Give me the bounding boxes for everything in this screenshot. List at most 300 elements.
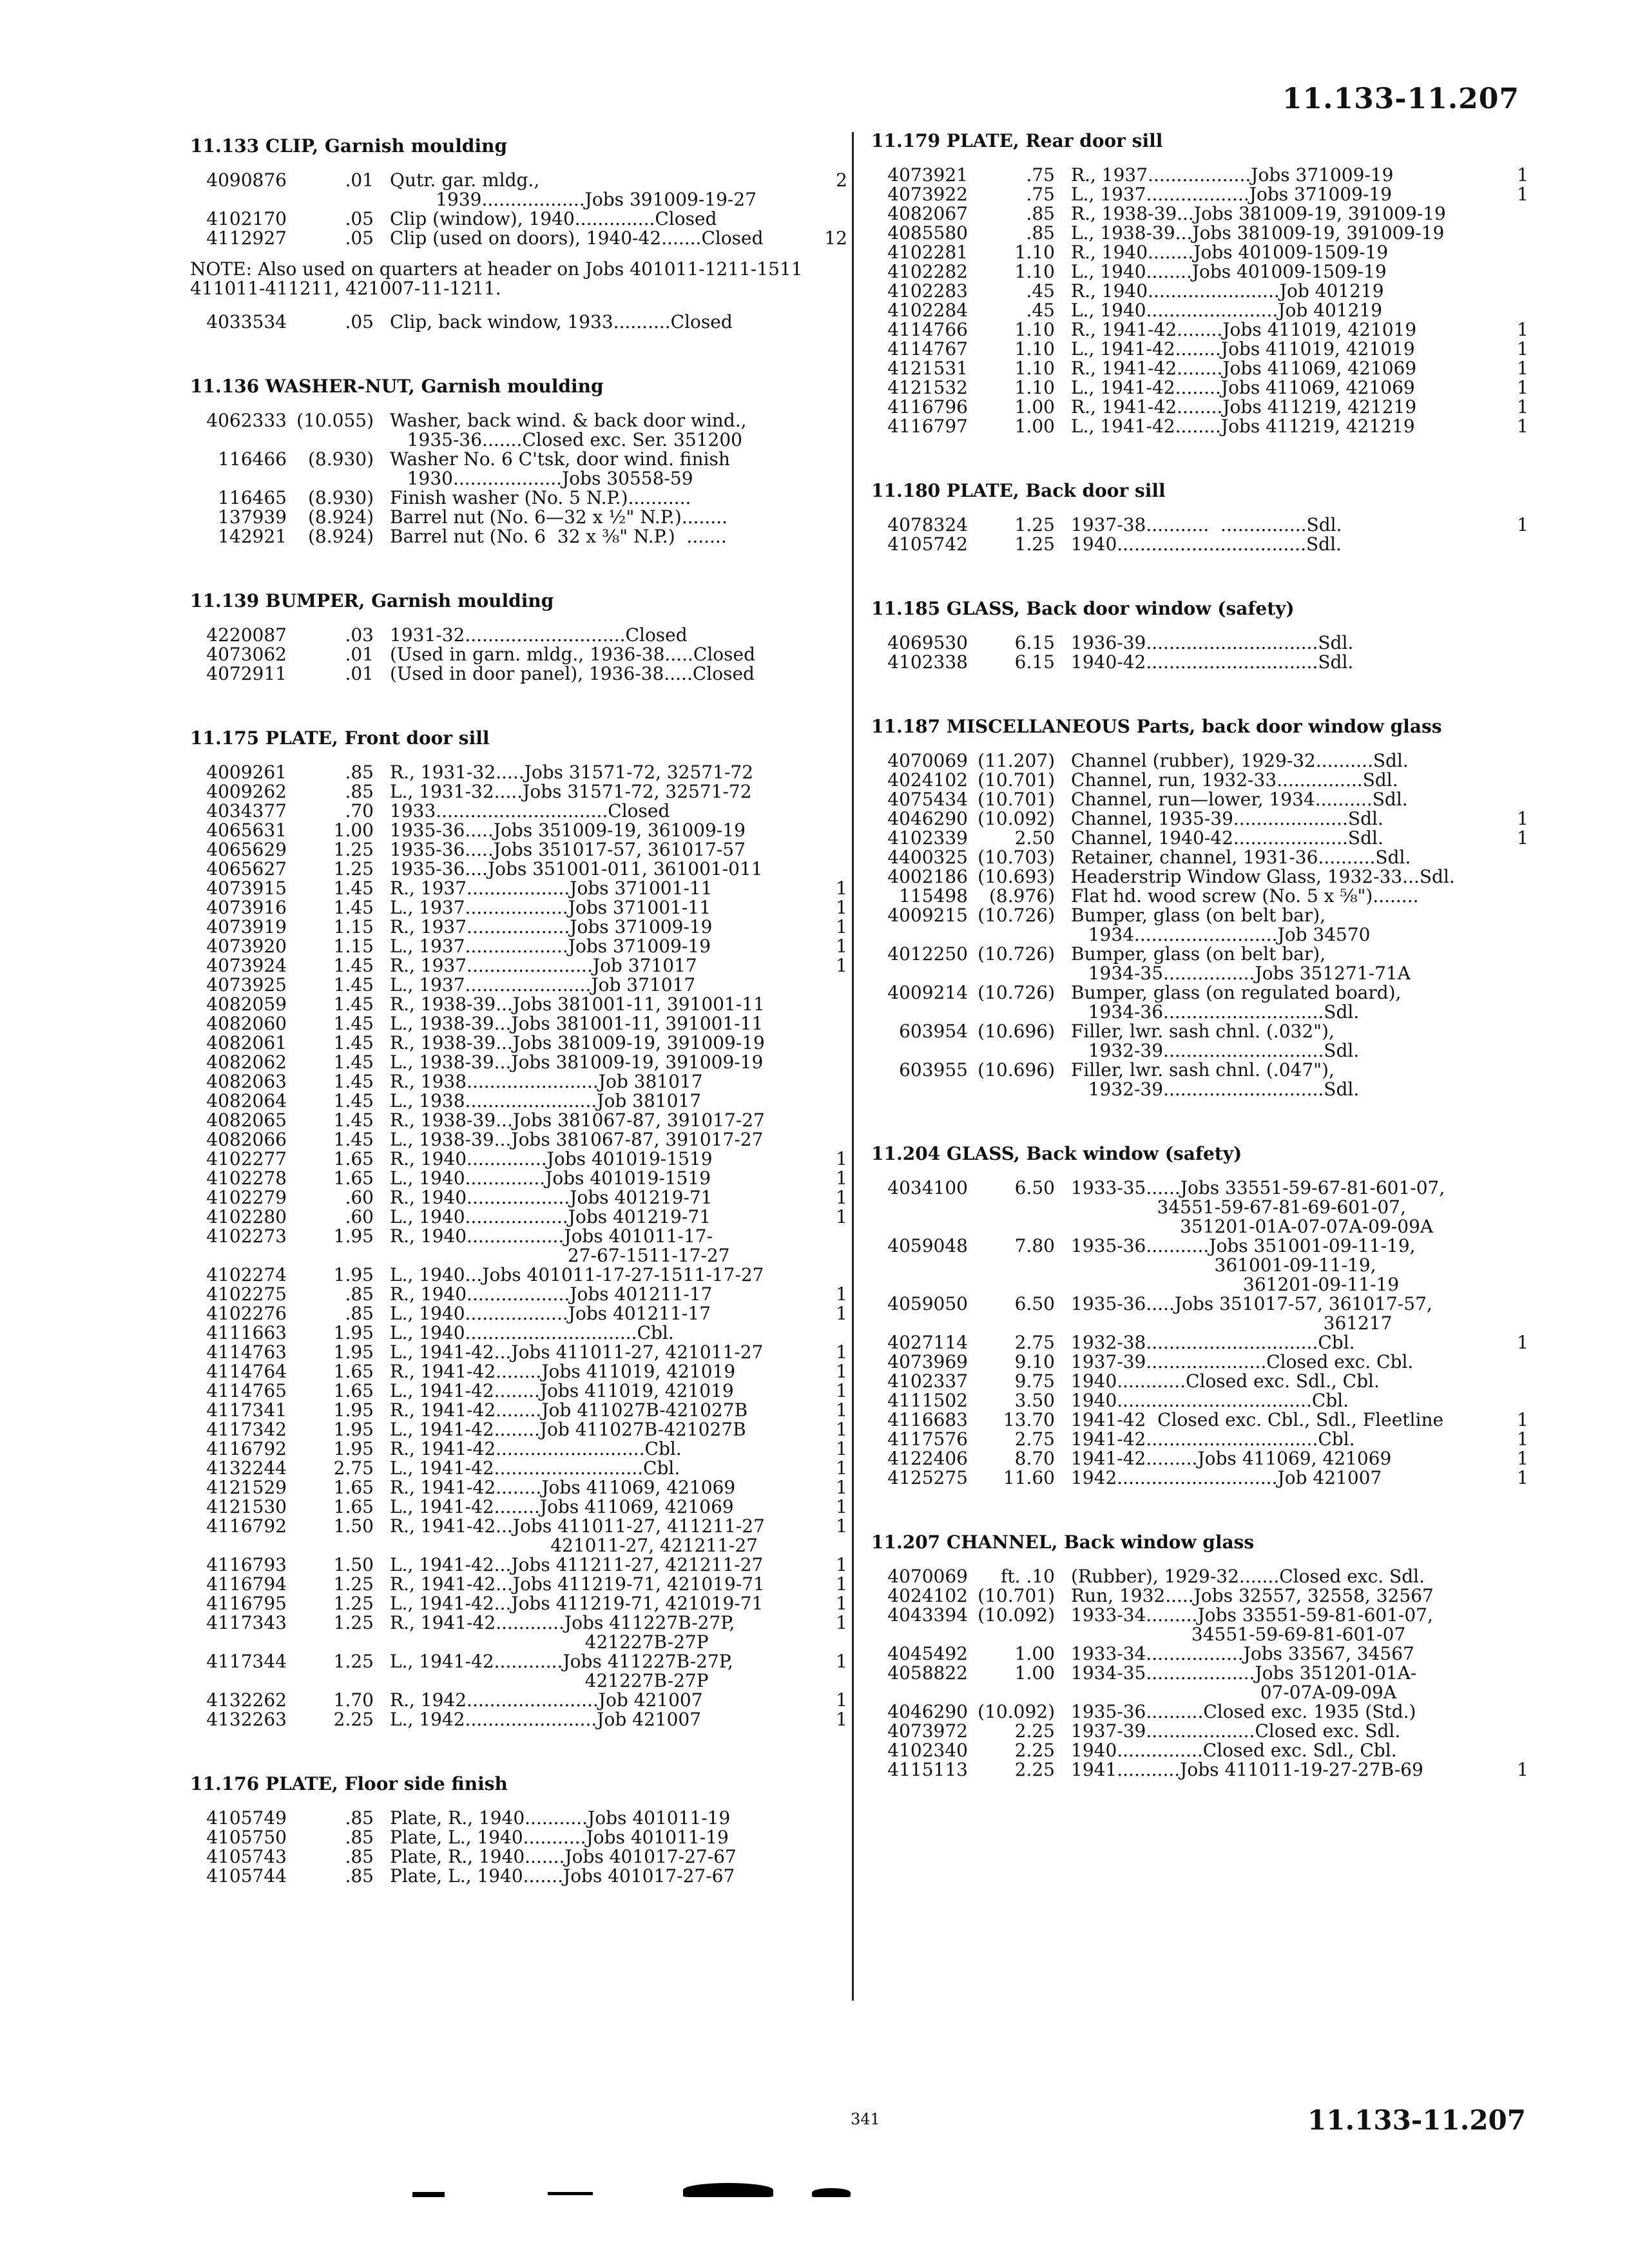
section xyxy=(190,1773,847,1886)
section-title: 11.179 PLATE, Rear door sill xyxy=(871,130,1163,151)
price: 1.45 xyxy=(333,1090,374,1111)
price: (10.726) xyxy=(978,905,1055,926)
price: 8.70 xyxy=(1014,1448,1055,1469)
description: L., 1938-39...Jobs 381001-11, 391001-11 xyxy=(390,1013,764,1034)
description: L., 1940..............................Cbl. xyxy=(390,1322,674,1343)
quantity: 1 xyxy=(836,897,847,918)
price: 1.95 xyxy=(333,1438,374,1459)
table-row xyxy=(190,898,847,918)
price: 1.25 xyxy=(333,1651,374,1672)
part-number: 4114765 xyxy=(206,1380,287,1401)
part-number: 4082067 xyxy=(887,203,968,224)
price: 2.50 xyxy=(1014,827,1055,849)
price: .85 xyxy=(345,1283,374,1305)
price: 6.15 xyxy=(1014,651,1055,673)
part-number: 4121530 xyxy=(206,1496,287,1517)
table-row xyxy=(190,821,847,840)
price: (10.726) xyxy=(978,982,1055,1003)
price: 2.25 xyxy=(333,1709,374,1730)
quantity: 1 xyxy=(1517,319,1528,340)
quantity: 1 xyxy=(1517,827,1528,849)
description: L., 1940..............Jobs 401019-1519 xyxy=(390,1168,711,1189)
description: 1935-36...........Jobs 351001-09-11-19, 361001-09-11-19, 361201-09-11-19 xyxy=(1071,1235,1416,1295)
description: L., 1941-42........Jobs 411219, 421219 xyxy=(1071,416,1415,437)
section xyxy=(871,716,1528,1099)
price: .05 xyxy=(345,311,374,332)
table-row xyxy=(190,1555,847,1575)
description: L., 1941-42...Jobs 411211-27, 421211-27 xyxy=(390,1554,764,1575)
price: 1.95 xyxy=(333,1225,374,1247)
price: (8.924) xyxy=(307,506,374,528)
table-row xyxy=(190,840,847,860)
table-row xyxy=(871,243,1528,262)
quantity: 1 xyxy=(1517,1448,1528,1469)
table-row xyxy=(871,867,1528,887)
part-number: 4111502 xyxy=(887,1390,968,1411)
price: 1.70 xyxy=(333,1689,374,1711)
table-row xyxy=(190,645,847,664)
description: R., 1938-39...Jobs 381001-11, 391001-11 xyxy=(390,994,765,1015)
description: 1934-35...................Jobs 351201-01A- 07-07A-09-09A xyxy=(1071,1662,1417,1703)
part-number: 4070069 xyxy=(887,1566,968,1587)
price: (10.055) xyxy=(296,410,374,431)
quantity: 1 xyxy=(836,1496,847,1517)
part-number: 4046290 xyxy=(887,808,968,829)
description: Plate, R., 1940.......Jobs 401017-27-67 xyxy=(390,1846,737,1867)
table-row xyxy=(871,1644,1528,1664)
price: 2.25 xyxy=(1014,1740,1055,1761)
price: .85 xyxy=(345,762,374,783)
description: Barrel nut (No. 6—32 x ½" N.P.)........ xyxy=(390,506,728,528)
description: 1935-36.....Jobs 351017-57, 361017-57 xyxy=(390,839,746,860)
description: 1940.................................Sdl. xyxy=(1071,533,1342,555)
table-row xyxy=(871,790,1528,809)
part-number: 4114767 xyxy=(887,338,968,360)
quantity: 1 xyxy=(836,1457,847,1479)
page-range-footer: 11.133-11.207 xyxy=(1307,2104,1526,2136)
price: 11.60 xyxy=(1003,1467,1055,1488)
part-number: 4102283 xyxy=(887,280,968,302)
price: (10.703) xyxy=(978,847,1055,868)
part-number: 4002186 xyxy=(887,866,968,887)
price: 1.50 xyxy=(333,1554,374,1575)
quantity: 1 xyxy=(836,1380,847,1401)
table-row xyxy=(871,1702,1528,1722)
price: 1.00 xyxy=(333,820,374,841)
description: L., 1937......................Job 371017 xyxy=(390,974,696,995)
quantity: 1 xyxy=(836,1689,847,1711)
scan-mark xyxy=(683,2183,773,2197)
price: (11.207) xyxy=(978,750,1055,771)
part-number: 4112927 xyxy=(206,227,287,249)
price: .85 xyxy=(1026,222,1055,244)
part-number: 4009214 xyxy=(887,982,968,1003)
table-row xyxy=(871,204,1528,224)
part-number: 4024102 xyxy=(887,769,968,791)
quantity: 1 xyxy=(836,878,847,899)
table-row xyxy=(190,1613,847,1652)
table-row xyxy=(190,1828,847,1847)
price: 1.00 xyxy=(1014,1662,1055,1684)
part-number: 4102337 xyxy=(887,1370,968,1392)
table-row xyxy=(190,1323,847,1343)
quantity: 1 xyxy=(1517,514,1528,535)
part-number: 4105744 xyxy=(206,1865,287,1887)
table-row xyxy=(871,1760,1528,1780)
table-row xyxy=(190,1111,847,1130)
description: R., 1941-42............Jobs 411227B-27P, 421227B-27P xyxy=(390,1612,735,1653)
price: 1.25 xyxy=(1014,514,1055,535)
note-text: NOTE: Also used on quarters at header on Jobs 401011-1211-1511 411011-411211, 421007-11-1211. xyxy=(190,258,803,299)
quantity: 1 xyxy=(836,1438,847,1459)
part-number: 4073920 xyxy=(206,936,287,957)
price: .01 xyxy=(345,169,374,191)
part-number: 4117344 xyxy=(206,1651,287,1672)
description: 1933..............................Closed xyxy=(390,800,670,822)
description: Qutr. gar. mldg., 1939..................Jobs 391009-19-27 xyxy=(390,169,757,210)
price: (10.092) xyxy=(978,808,1055,829)
part-number: 603954 xyxy=(899,1021,968,1042)
description: Plate, L., 1940...........Jobs 401011-19 xyxy=(390,1827,729,1848)
quantity: 1 xyxy=(1517,1428,1528,1450)
price: 2.25 xyxy=(1014,1720,1055,1742)
price: 9.10 xyxy=(1014,1351,1055,1372)
table-row xyxy=(190,1091,847,1111)
section-title: 11.176 PLATE, Floor side finish xyxy=(190,1773,508,1794)
price: .45 xyxy=(1026,280,1055,302)
part-number: 4046290 xyxy=(887,1701,968,1722)
table-row xyxy=(190,879,847,898)
part-number: 4073919 xyxy=(206,916,287,937)
price: .60 xyxy=(345,1206,374,1227)
price: 2.75 xyxy=(1014,1428,1055,1450)
table-row xyxy=(871,653,1528,672)
part-number: 4034377 xyxy=(206,800,287,822)
table-row xyxy=(190,1227,847,1265)
part-number: 4027114 xyxy=(887,1332,968,1353)
part-number: 4082061 xyxy=(206,1032,287,1053)
description: Channel, 1935-39....................Sdl. xyxy=(1071,808,1383,829)
table-row xyxy=(190,1362,847,1381)
description: 1941-42..............................Cbl. xyxy=(1071,1428,1355,1450)
part-number: 4132263 xyxy=(206,1709,287,1730)
price: .85 xyxy=(345,1303,374,1324)
table-row xyxy=(190,229,847,248)
description: Barrel nut (No. 6 32 x ⅜" N.P.) ....... xyxy=(390,526,727,547)
table-row xyxy=(871,945,1528,983)
table-row xyxy=(871,1391,1528,1410)
description: Clip (used on doors), 1940-42.......Closed xyxy=(390,227,764,249)
table-row xyxy=(190,171,847,209)
table-row xyxy=(871,1333,1528,1352)
part-number: 4062333 xyxy=(206,410,287,431)
part-number: 4082062 xyxy=(206,1052,287,1073)
section xyxy=(190,376,847,546)
description: 1935-36.....Jobs 351017-57, 361017-57, 361217 xyxy=(1071,1293,1432,1334)
price: 2.75 xyxy=(333,1457,374,1479)
description: L., 1941-42........Jobs 411069, 421069 xyxy=(390,1496,734,1517)
price: (8.930) xyxy=(307,448,374,470)
price: 1.65 xyxy=(333,1168,374,1189)
part-number: 4009262 xyxy=(206,781,287,802)
price: 1.25 xyxy=(333,858,374,879)
part-number: 4117342 xyxy=(206,1419,287,1440)
quantity: 1 xyxy=(1517,377,1528,398)
quantity: 1 xyxy=(836,1651,847,1672)
section-title: 11.136 WASHER-NUT, Garnish moulding xyxy=(190,376,604,397)
part-number: 4102282 xyxy=(887,261,968,282)
table-row xyxy=(871,1410,1528,1430)
price: (10.696) xyxy=(978,1021,1055,1042)
section-title: 11.204 GLASS, Back window (safety) xyxy=(871,1143,1242,1164)
quantity: 1 xyxy=(836,1303,847,1324)
description: L., 1941-42...Jobs 411011-27, 421011-27 xyxy=(390,1341,764,1363)
price: 2.25 xyxy=(1014,1759,1055,1780)
part-number: 4116796 xyxy=(887,396,968,418)
section-title: 11.133 CLIP, Garnish moulding xyxy=(190,135,508,157)
table-row xyxy=(871,185,1528,204)
page-range-header: 11.133-11.207 xyxy=(1282,82,1519,115)
part-number: 137939 xyxy=(218,506,287,528)
part-number: 4102170 xyxy=(206,208,287,229)
table-row xyxy=(190,1033,847,1053)
table-row xyxy=(871,1430,1528,1449)
description: 1940............Closed exc. Sdl., Cbl. xyxy=(1071,1370,1380,1392)
part-number: 4073062 xyxy=(206,644,287,665)
description: R., 1938.......................Job 381017 xyxy=(390,1071,703,1092)
price: (10.092) xyxy=(978,1701,1055,1722)
description: Plate, L., 1940.......Jobs 401017-27-67 xyxy=(390,1865,735,1887)
description: R., 1931-32.....Jobs 31571-72, 32571-72 xyxy=(390,762,754,783)
table-row xyxy=(871,1567,1528,1586)
description: 1931-32............................Closed xyxy=(390,624,688,646)
part-number: 4117343 xyxy=(206,1612,287,1633)
table-row xyxy=(871,983,1528,1022)
price: (10.693) xyxy=(978,866,1055,887)
part-number: 4009261 xyxy=(206,762,287,783)
description: L., 1941-42........Job 411027B-421027B xyxy=(390,1419,746,1440)
table-row xyxy=(871,515,1528,535)
price: (10.701) xyxy=(978,789,1055,810)
table-row xyxy=(871,1468,1528,1488)
price: 1.95 xyxy=(333,1264,374,1285)
section-title: 11.180 PLATE, Back door sill xyxy=(871,480,1166,501)
table-row xyxy=(190,1381,847,1401)
price: 9.75 xyxy=(1014,1370,1055,1392)
table-row xyxy=(190,1497,847,1517)
part-number: 4065627 xyxy=(206,858,287,879)
table-row xyxy=(190,508,847,527)
table-row xyxy=(871,848,1528,867)
table-row xyxy=(190,995,847,1014)
table-row xyxy=(190,1149,847,1169)
part-number: 4116794 xyxy=(206,1573,287,1595)
table-row xyxy=(190,1420,847,1439)
table-row xyxy=(871,1741,1528,1760)
section-title: 11.187 MISCELLANEOUS Parts, back door window glass xyxy=(871,716,1442,737)
table-row xyxy=(871,1722,1528,1741)
description: 1935-36....Jobs 351001-011, 361001-011 xyxy=(390,858,763,879)
part-number: 603955 xyxy=(899,1059,968,1081)
price: 1.50 xyxy=(333,1515,374,1537)
section xyxy=(871,1143,1528,1488)
table-row xyxy=(871,829,1528,848)
description: 1932-38..............................Cbl. xyxy=(1071,1332,1355,1353)
section xyxy=(871,598,1528,672)
part-number: 4102279 xyxy=(206,1187,287,1208)
quantity: 1 xyxy=(836,1477,847,1498)
table-row xyxy=(871,1236,1528,1294)
description: 1935-36..........Closed exc. 1935 (Std.) xyxy=(1071,1701,1416,1722)
table-row xyxy=(871,1178,1528,1236)
part-number: 4058822 xyxy=(887,1662,968,1684)
price: .05 xyxy=(345,208,374,229)
part-number: 4075434 xyxy=(887,789,968,810)
description: L., 1940........Jobs 401009-1509-19 xyxy=(1071,261,1387,282)
price: 1.95 xyxy=(333,1322,374,1343)
part-number: 4102284 xyxy=(887,300,968,321)
description: R., 1938-39...Jobs 381009-19, 391009-19 xyxy=(1071,203,1446,224)
description: R., 1940.................Jobs 401011-17- 27-67-1511-17-27 xyxy=(390,1225,730,1266)
price: (8.930) xyxy=(307,487,374,508)
price: 13.70 xyxy=(1003,1409,1055,1430)
part-number: 4073922 xyxy=(887,184,968,205)
description: Bumper, glass (on regulated board), 1934-36............................Sdl. xyxy=(1071,982,1402,1023)
part-number: 4102281 xyxy=(887,242,968,263)
price: 3.50 xyxy=(1014,1390,1055,1411)
description: 1937-39.....................Closed exc. Cbl. xyxy=(1071,1351,1414,1372)
table-row xyxy=(871,1664,1528,1702)
quantity: 1 xyxy=(1517,1332,1528,1353)
price: 1.10 xyxy=(1014,358,1055,379)
part-number: 4090876 xyxy=(206,169,287,191)
price: 7.80 xyxy=(1014,1235,1055,1256)
table-row xyxy=(190,488,847,508)
part-number: 4034100 xyxy=(887,1177,968,1198)
description: R., 1940..............Jobs 401019-1519 xyxy=(390,1148,713,1169)
description: R., 1942.......................Job 421007 xyxy=(390,1689,703,1711)
part-number: 4102339 xyxy=(887,827,968,849)
price: .45 xyxy=(1026,300,1055,321)
description: 1941...........Jobs 411011-19-27-27B-69 xyxy=(1071,1759,1423,1780)
quantity: 1 xyxy=(836,1187,847,1208)
description: Filler, lwr. sash chnl. (.032"), 1932-39............................Sdl. xyxy=(1071,1021,1360,1061)
description: L., 1940...Jobs 401011-17-27-1511-17-27 xyxy=(390,1264,764,1285)
table-row xyxy=(871,633,1528,653)
part-number: 4033534 xyxy=(206,311,287,332)
table-row xyxy=(190,956,847,975)
price: 1.65 xyxy=(333,1361,374,1382)
part-number: 4121531 xyxy=(887,358,968,379)
description: L., 1937..................Jobs 371001-11 xyxy=(390,897,711,918)
table-row xyxy=(871,535,1528,554)
table-row xyxy=(190,1304,847,1323)
quantity: 1 xyxy=(836,936,847,957)
quantity: 1 xyxy=(836,1573,847,1595)
part-number: 4400325 xyxy=(887,847,968,868)
quantity: 1 xyxy=(836,1399,847,1421)
description: Retainer, channel, 1931-36..........Sdl. xyxy=(1071,847,1411,868)
table-row xyxy=(871,771,1528,790)
description: R., 1940.......................Job 401219 xyxy=(1071,280,1384,302)
quantity: 1 xyxy=(836,1419,847,1440)
part-number: 4114764 xyxy=(206,1361,287,1382)
table-row xyxy=(871,809,1528,829)
table-row xyxy=(190,1169,847,1188)
description: Clip, back window, 1933..........Closed xyxy=(390,311,733,332)
table-row xyxy=(190,1652,847,1691)
part-number: 4116792 xyxy=(206,1438,287,1459)
table-row xyxy=(871,262,1528,282)
table-row xyxy=(190,664,847,684)
table-row xyxy=(190,1517,847,1555)
part-number: 4121532 xyxy=(887,377,968,398)
table-row xyxy=(871,1606,1528,1644)
table-row xyxy=(871,398,1528,417)
price: 1.45 xyxy=(333,1110,374,1131)
description: 1936-39..............................Sdl. xyxy=(1071,632,1354,653)
table-row xyxy=(871,282,1528,301)
quantity: 1 xyxy=(836,1148,847,1169)
description: 1942............................Job 421007 xyxy=(1071,1467,1382,1488)
description: R., 1937..................Jobs 371009-19 xyxy=(390,916,713,937)
section-title: 11.185 GLASS, Back door window (safety) xyxy=(871,598,1295,619)
part-number: 4116797 xyxy=(887,416,968,437)
table-row xyxy=(871,1449,1528,1468)
price: 1.15 xyxy=(333,916,374,937)
price: .85 xyxy=(345,1807,374,1829)
section xyxy=(871,480,1528,554)
price: .85 xyxy=(345,1865,374,1887)
description: L., 1941-42...Jobs 411219-71, 421019-71 xyxy=(390,1593,764,1614)
description: L., 1938-39...Jobs 381009-19, 391009-19 xyxy=(390,1052,764,1073)
scan-mark xyxy=(548,2192,593,2195)
description: Filler, lwr. sash chnl. (.047"), 1932-39............................Sdl. xyxy=(1071,1059,1360,1100)
table-row xyxy=(871,1352,1528,1372)
part-number: 4102277 xyxy=(206,1148,287,1169)
table-row xyxy=(190,209,847,229)
section-title: 11.175 PLATE, Front door sill xyxy=(190,727,490,749)
description: R., 1937......................Job 371017 xyxy=(390,955,697,976)
table-row xyxy=(190,1439,847,1459)
description: 1941-42.........Jobs 411069, 421069 xyxy=(1071,1448,1392,1469)
quantity: 1 xyxy=(836,1283,847,1305)
price: 1.65 xyxy=(333,1380,374,1401)
price: 6.50 xyxy=(1014,1177,1055,1198)
part-number: 4114766 xyxy=(887,319,968,340)
part-number: 4059050 xyxy=(887,1293,968,1314)
table-row xyxy=(190,1867,847,1886)
part-number: 4073925 xyxy=(206,974,287,995)
scan-mark xyxy=(812,2188,851,2197)
left-column xyxy=(190,135,847,1930)
price: .01 xyxy=(345,644,374,665)
description: R., 1941-42........Job 411027B-421027B xyxy=(390,1399,748,1421)
price: 1.45 xyxy=(333,1071,374,1092)
price: 1.10 xyxy=(1014,377,1055,398)
description: 1937-39...................Closed exc. Sdl. xyxy=(1071,1720,1401,1742)
part-number: 142921 xyxy=(218,526,287,547)
part-number: 4078324 xyxy=(887,514,968,535)
description: Run, 1932.....Jobs 32557, 32558, 32567 xyxy=(1071,1585,1434,1606)
table-row xyxy=(190,450,847,488)
price: .03 xyxy=(345,624,374,646)
part-number: 4073915 xyxy=(206,878,287,899)
part-number: 4073924 xyxy=(206,955,287,976)
description: 1937-38........... ...............Sdl. xyxy=(1071,514,1342,535)
part-number: 4220087 xyxy=(206,624,287,646)
quantity: 1 xyxy=(1517,358,1528,379)
